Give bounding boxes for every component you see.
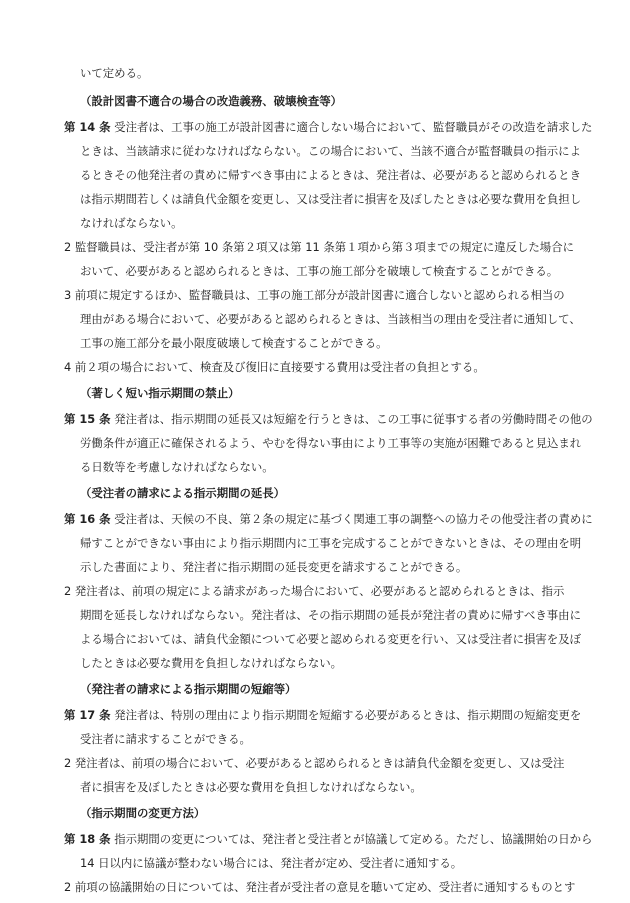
section-heading: （設計図書不適合の場合の改造義務、破壊検査等） xyxy=(80,94,342,108)
paragraph-line xyxy=(64,584,564,598)
paragraph-line: よる場合においては、請負代金額について必要と認められる変更を行い、又は受注者に損害を及ぼ xyxy=(80,632,581,646)
paragraph-line: 者に損害を及ぼしたときは必要な費用を負担しなければならない。 xyxy=(80,780,422,794)
paragraph-line: 工事の施工部分を最小限度破壊して検査することができる。 xyxy=(80,336,388,350)
section-heading: （指示期間の変更方法） xyxy=(80,806,206,820)
article-line: は指示期間若しくは請負代金額を変更し、又は受注者に損害を及ぼしたときは必要な費用を負担し xyxy=(80,192,582,206)
article-text: 発注者は、指示期間の延長又は短縮を行うときは、この工事に従事する者の労働時間その他の xyxy=(114,412,593,426)
article-text: 受注者は、工事の施工が設計図書に適合しない場合において、監督職員がその改造を請求した xyxy=(114,120,593,134)
section-heading: （著しく短い指示期間の禁止） xyxy=(80,386,240,400)
article-line xyxy=(64,412,593,426)
article-line: 労働条件が適正に確保されるよう、やむを得ない事由により工事等の実施が困難であると見込まれ xyxy=(80,436,582,450)
article-line xyxy=(64,832,592,846)
paragraph-text: 監督職員は、受注者が第 10 条第２項又は第 11 条第１項から第３項までの規定に違反した場合に xyxy=(74,240,574,254)
article-line xyxy=(64,120,592,134)
paragraph-line xyxy=(64,880,575,894)
paragraph-text: 前項に規定するほか、監督職員は、工事の施工部分が設計図書に適合しないと認められる相当の xyxy=(74,288,565,302)
article-text: 発注者は、特別の理由により指示期間を短縮する必要があるときは、指示期間の短縮変更を xyxy=(114,708,582,722)
article-line: なければならない。 xyxy=(80,216,183,230)
paragraph-line: おいて、必要があると認められるときは、工事の施工部分を破壊して検査することができる。 xyxy=(80,264,559,278)
article-number: 第 15 条 xyxy=(64,412,111,426)
paragraph-line xyxy=(64,240,574,254)
article-line: 帰すことができない事由により指示期間内に工事を完成することができないときは、その理由を明 xyxy=(80,536,582,550)
intro-line: いて定める。 xyxy=(80,66,149,80)
paragraph-line: 理由がある場合において、必要があると認められるときは、当該相当の理由を受注者に通知して、 xyxy=(80,312,581,326)
paragraph-text: 発注者は、前項の規定による請求があった場合において、必要があると認められるときは、指示 xyxy=(74,584,565,598)
paragraph-line xyxy=(64,756,564,770)
paragraph-number: 2 xyxy=(64,756,72,770)
article-line: るときその他発注者の責めに帰すべき事由によるときは、発注者は、必要があると認められるとき xyxy=(80,168,581,182)
paragraph-text: 発注者は、前項の場合において、必要があると認められるときは請負代金額を変更し、又は受注 xyxy=(74,756,565,770)
article-number: 第 18 条 xyxy=(64,832,111,846)
article-line: 受注者に請求することができる。 xyxy=(80,732,251,746)
article-line: 14 日以内に協議が整わない場合には、発注者が定め、受注者に通知する。 xyxy=(80,856,463,870)
article-number: 第 17 条 xyxy=(64,708,111,722)
paragraph-number: 4 xyxy=(64,360,72,374)
article-number: 第 14 条 xyxy=(64,120,111,134)
section-heading: （発注者の請求による指示期間の短縮等） xyxy=(80,682,297,696)
article-line xyxy=(64,512,593,526)
paragraph-number: 2 xyxy=(64,584,72,598)
paragraph-text: 前項の協議開始の日については、発注者が受注者の意見を聴いて定め、受注者に通知するものとす xyxy=(74,880,576,894)
section-heading: （受注者の請求による指示期間の延長） xyxy=(80,486,286,500)
paragraph-number: 2 xyxy=(64,240,72,254)
paragraph-line xyxy=(64,360,485,374)
article-text: 受注者は、天候の不良、第２条の規定に基づく関連工事の調整への協力その他受注者の責めに xyxy=(114,512,593,526)
paragraph-number: 3 xyxy=(64,288,72,302)
paragraph-text: 前２項の場合において、検査及び復旧に直接要する費用は受注者の負担とする。 xyxy=(74,360,485,374)
paragraph-line xyxy=(64,288,565,302)
paragraph-number: 2 xyxy=(64,880,72,894)
article-line: る日数等を考慮しなければならない。 xyxy=(80,460,274,474)
paragraph-line: 期間を延長しなければならない。発注者は、その指示期間の延長が発注者の責めに帰すべき事由に xyxy=(80,608,581,622)
article-number: 第 16 条 xyxy=(64,512,111,526)
article-line: 示した書面により、発注者に指示期間の延長変更を請求することができる。 xyxy=(80,560,468,574)
article-line: ときは、当該請求に従わなければならない。この場合において、当該不適合が監督職員の指示によ xyxy=(80,144,581,158)
article-text: 指示期間の変更については、発注者と受注者とが協議して定める。ただし、協議開始の日から xyxy=(114,832,593,846)
article-line xyxy=(64,708,581,722)
paragraph-line: したときは必要な費用を負担しなければならない。 xyxy=(80,656,342,670)
